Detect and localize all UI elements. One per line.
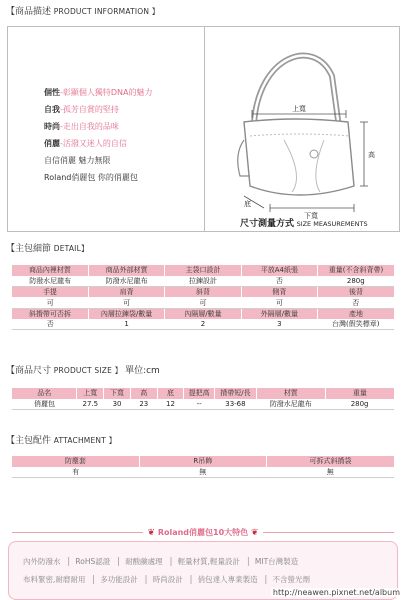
table-header-cell: 斜背 xyxy=(165,287,241,298)
feature-item: 多功能設計 xyxy=(100,575,138,584)
table-row xyxy=(12,297,394,308)
section-title-en: PRODUCT INFORMATION 】 xyxy=(53,7,160,16)
feature-item: 俏包達人專業製造 xyxy=(197,575,258,584)
table-header-cell: 手提 xyxy=(12,287,88,298)
feature-item: 內外防潑水 xyxy=(23,557,61,566)
table-cell: 無 xyxy=(139,467,266,478)
table-header-cell: 外隔層/數量 xyxy=(241,308,317,319)
banner-title-text: Roland俏麗包10大特色 xyxy=(157,528,249,537)
table-row xyxy=(12,276,394,287)
table-header-cell: 肩背 xyxy=(88,287,164,298)
slogan-item xyxy=(44,169,153,186)
table-header-cell: 高 xyxy=(130,388,157,399)
table-cell: -- xyxy=(184,399,215,410)
label-bottom-width: 下寬 xyxy=(304,212,318,220)
table-row xyxy=(12,467,394,478)
detail-table xyxy=(12,265,394,330)
table-cell: 有 xyxy=(12,467,139,478)
slogan-list xyxy=(44,84,153,186)
table-cell: 30 xyxy=(104,399,131,410)
info-divider xyxy=(204,26,205,232)
slogan-key: 俏麗 xyxy=(44,139,60,148)
feature-item: 時尚設計 xyxy=(152,575,183,584)
table-header-cell: 重量 xyxy=(325,388,394,399)
table-header-cell: 材質 xyxy=(256,388,325,399)
table-cell: 無 xyxy=(266,467,394,478)
size-unit: 單位:cm xyxy=(125,366,160,376)
bow-icon: ❦ xyxy=(250,528,259,538)
table-header-cell: 主袋口設計 xyxy=(165,265,241,276)
table-header-cell: 可拆式斜揹袋 xyxy=(266,456,394,467)
table-header-cell: 內層拉鍊袋/數量 xyxy=(88,308,164,319)
slogan-item xyxy=(44,135,153,152)
table-header-cell: 斜揹帶可否拆 xyxy=(12,308,88,319)
size-table xyxy=(12,388,394,410)
table-header-cell: 提把高 xyxy=(184,388,215,399)
section-header-attachment xyxy=(6,433,116,446)
table-cell: 防潑水尼龍布 xyxy=(12,276,88,287)
table-cell: 可 xyxy=(88,297,164,308)
table-header-cell: 商品內裡材質 xyxy=(12,265,88,276)
slogan-item xyxy=(44,152,153,169)
measurement-caption xyxy=(240,216,368,229)
section-title-zh: 【主包細節 xyxy=(6,244,52,254)
features-row: 內外防潑水 │ RoHS認證 │ 耐酸鹼處理 │ 輕量材質,輕量設計 │ MIT台灣製造 xyxy=(23,557,299,566)
table-cell: 可 xyxy=(165,297,241,308)
table-header-cell: 防塵套 xyxy=(12,456,139,467)
table-header-row xyxy=(12,308,394,319)
table-cell: 280g xyxy=(318,276,394,287)
section-title-zh: 【主包配件 xyxy=(6,436,52,446)
table-cell: 拉鍊設計 xyxy=(165,276,241,287)
table-cell: 防潑水尼龍布 xyxy=(88,276,164,287)
feature-item: 輕量材質,輕量設計 xyxy=(177,557,240,566)
table-cell: 27.5 xyxy=(77,399,104,410)
table-cell: 否 xyxy=(318,297,394,308)
table-row xyxy=(12,319,394,330)
table-header-cell: 上寬 xyxy=(77,388,104,399)
table-header-row xyxy=(12,287,394,298)
table-header-cell: 底 xyxy=(157,388,184,399)
feature-item: MIT台灣製造 xyxy=(254,557,299,566)
measurement-caption-en: SIZE MEASUREMENTS xyxy=(296,220,368,228)
bag-body xyxy=(244,119,354,195)
table-cell: 台灣(假笑標章) xyxy=(318,319,394,330)
label-depth: 底 xyxy=(244,200,251,208)
slogan-key: 自我 xyxy=(44,105,60,114)
table-header-cell: 重量(不含斜背帶) xyxy=(318,265,394,276)
slogan-value: Roland俏麗包 你的俏麗包 xyxy=(44,173,138,182)
table-cell: 23 xyxy=(130,399,157,410)
features-banner-title xyxy=(0,527,406,538)
table-cell: 1 xyxy=(88,319,164,330)
table-header-cell: 後背 xyxy=(318,287,394,298)
table-header-cell: R吊飾 xyxy=(139,456,266,467)
table-header-cell: 商品外部材質 xyxy=(88,265,164,276)
slogan-key: 時尚 xyxy=(44,122,60,131)
table-header-cell: 側背 xyxy=(241,287,317,298)
label-height: 高 xyxy=(368,151,375,159)
table-header-cell: 品名 xyxy=(12,388,77,399)
section-header-product-info xyxy=(6,4,159,17)
section-title-zh: 【商品描述 xyxy=(6,7,52,17)
section-title-en: DETAIL】 xyxy=(53,244,89,253)
table-cell: 12 xyxy=(157,399,184,410)
section-title-en: PRODUCT SIZE 】 xyxy=(53,366,123,375)
table-cell: 280g xyxy=(325,399,394,410)
slogan-value: -走出自我的品味 xyxy=(60,122,119,131)
slogan-value: 自信俏麗 魅力無限 xyxy=(44,156,111,165)
table-cell: 否 xyxy=(12,319,88,330)
slogan-item xyxy=(44,118,153,135)
table-header-cell: 揹帶短/長 xyxy=(214,388,256,399)
slogan-value: -彰顯個人獨特DNA的魅力 xyxy=(60,88,153,97)
label-top-width: 上寬 xyxy=(292,105,306,113)
section-title-en: ATTACHMENT 】 xyxy=(53,436,117,445)
feature-item: 耐酸鹼處理 xyxy=(125,557,163,566)
table-header-row xyxy=(12,265,394,276)
banner-title-wrap xyxy=(143,528,262,537)
table-cell: 可 xyxy=(241,297,317,308)
feature-item: RoHS認證 xyxy=(75,557,111,566)
slogan-item xyxy=(44,101,153,118)
watermark-url: http://neawen.pixnet.net/album xyxy=(272,588,400,597)
section-header-detail xyxy=(6,241,89,254)
table-header-cell: 平放A4紙張 xyxy=(241,265,317,276)
table-cell: 否 xyxy=(241,276,317,287)
table-cell: 33-68 xyxy=(214,399,256,410)
table-header-cell: 內隔層/數量 xyxy=(165,308,241,319)
table-cell: 可 xyxy=(12,297,88,308)
feature-item: 不含螢光劑 xyxy=(272,575,311,584)
measurement-caption-zh: 尺寸測量方式 xyxy=(240,219,295,229)
table-header-row xyxy=(12,456,394,467)
attachment-table xyxy=(12,456,394,478)
feature-item: 布料緊密,耐磨耐用 xyxy=(23,575,86,584)
table-header-cell: 下寬 xyxy=(104,388,131,399)
table-header-row xyxy=(12,388,394,399)
features-row: 布料緊密,耐磨耐用 │ 多功能設計 │ 時尚設計 │ 俏包達人專業製造 │ 不含螢光劑 xyxy=(23,575,311,584)
section-header-size xyxy=(6,363,160,376)
bow-icon: ❦ xyxy=(147,528,156,538)
table-cell: 2 xyxy=(165,319,241,330)
bag-diagram xyxy=(214,36,394,231)
table-header-cell: 產地 xyxy=(318,308,394,319)
table-row xyxy=(12,399,394,410)
table-cell: 3 xyxy=(241,319,317,330)
slogan-value: -孤芳自賞的堅持 xyxy=(60,105,119,114)
section-title-zh: 【商品尺寸 xyxy=(6,366,52,376)
bag-outline-illustration xyxy=(214,36,394,231)
slogan-item xyxy=(44,84,153,101)
slogan-value: -活潑又迷人的自信 xyxy=(60,139,127,148)
table-cell: 俏麗包 xyxy=(12,399,77,410)
table-cell: 防潑水尼龍布 xyxy=(256,399,325,410)
slogan-key: 個性 xyxy=(44,88,60,97)
